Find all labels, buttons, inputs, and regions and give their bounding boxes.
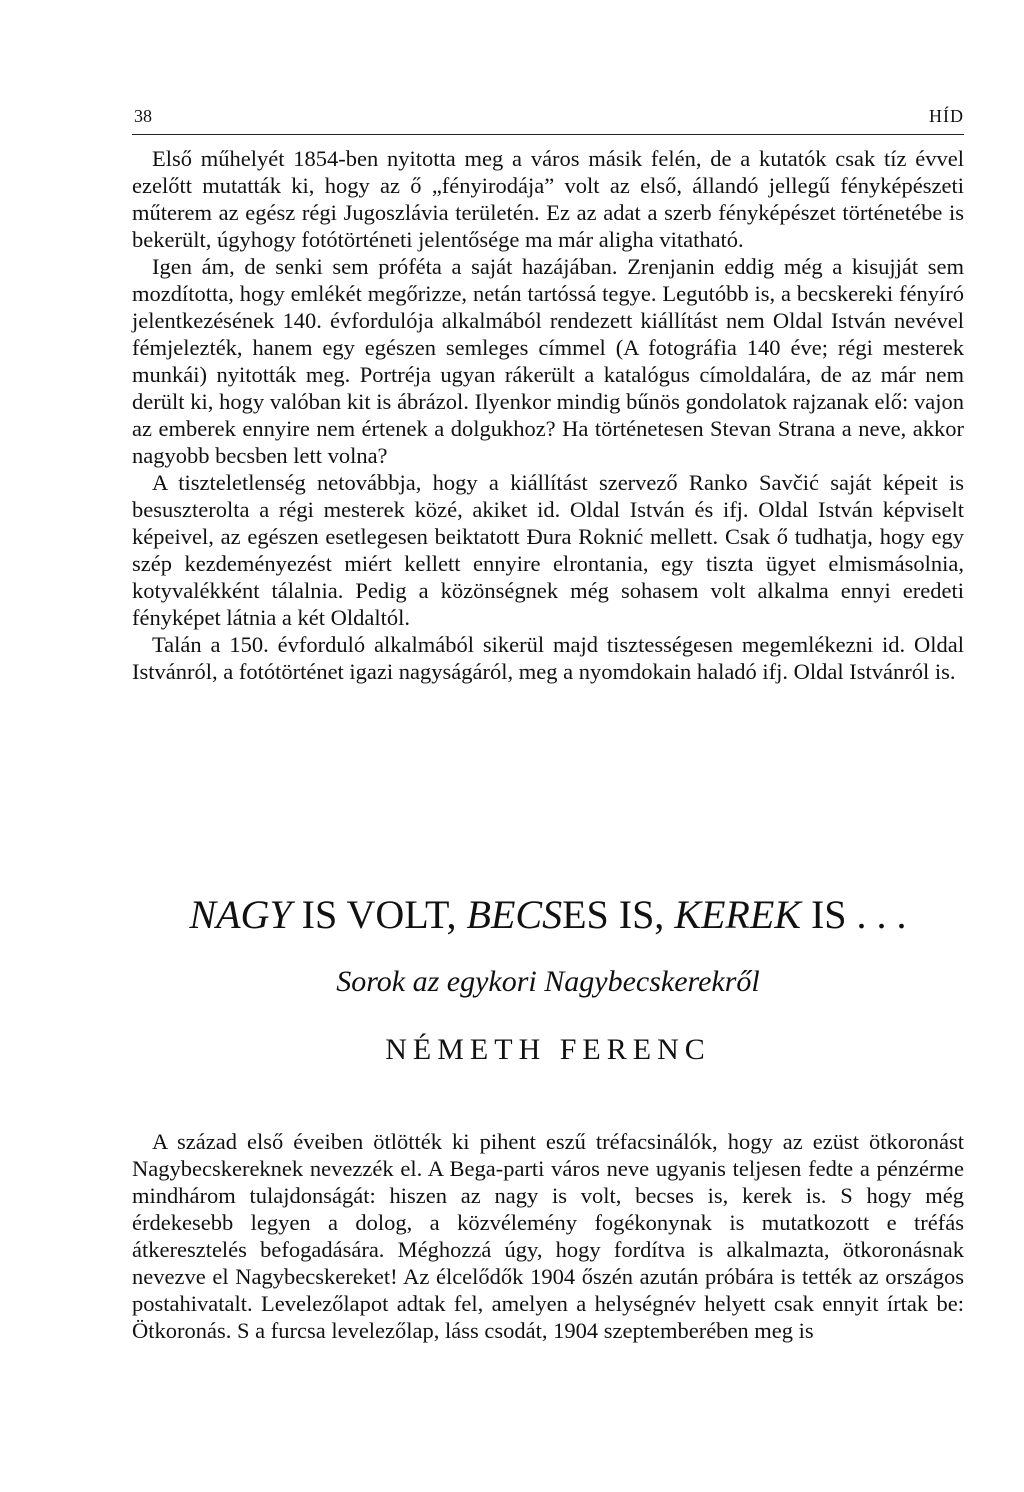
running-head: HÍD — [929, 106, 964, 126]
title-part: ES IS, — [562, 892, 675, 937]
paragraph: Első műhelyét 1854-ben nyitotta meg a város másik felén, de a kutatók csak tíz évvel ezelőtt mutatták ki, hogy az ő „fényirodája” volt az első, állandó jellegű fényképészeti műterem az egész régi Jugoszlávia területén. Ez az adat a szerb fényképészet történetébe is bekerült, úgyhogy fotótörténeti jelentősége ma már aligha vitatható. — [132, 146, 964, 252]
paragraph: Igen ám, de senki sem próféta a saját hazájában. Zrenjanin eddig még a kisujját sem mozdította, hogy emlékét megőrizze, netán tartóssá tegye. Legutóbb is, a becskereki fényíró jelentkezésének 140. évfordulója alkalmából rendezett kiállítást nem Oldal István nevével fémjelezték, hanem egy egészen semleges címmel (A fotográfia 140 éve; régi mesterek munkái) nyitották meg. Portréja ugyan rákerült a katalógus címoldalára, de az már nem derült ki, hogy valóban kit is ábrázol. Ilyenkor mindig bűnös gondolatok rajzanak elő: vajon az emberek ennyire nem értenek a dolgukhoz? Ha történetesen Stevan Strana a neve, akkor nagyobb becsben lett volna? — [132, 254, 964, 468]
paragraph: Talán a 150. évforduló alkalmából sikerül majd tisztességesen megemlékezni id. Oldal Istvánról, a fotótörténet igazi nagyságáról, meg a nyomdokain haladó ifj. Oldal Istvánról is. — [132, 632, 964, 684]
article-author: NÉMETH FERENC — [385, 1033, 711, 1066]
article-body — [132, 1128, 964, 1344]
title-part: IS VOLT, — [291, 892, 467, 937]
article-subtitle: Sorok az egykori Nagybecskerekről — [336, 965, 760, 998]
previous-article-text — [132, 145, 964, 685]
page-number: 38 — [134, 106, 152, 126]
article-title — [132, 890, 964, 940]
title-part: NAGY — [189, 892, 292, 937]
title-part: IS . . . — [800, 892, 907, 937]
title-part: KEREK — [674, 892, 801, 937]
paragraph: A század első éveiben ötlötték ki pihent eszű tréfacsinálók, hogy az ezüst ötkoronást Nagybecskereknek nevezzék el. A Bega-parti város neve ugyanis teljesen fedte a pénzérme mindhárom tulajdonságát: hiszen az nagy is volt, becses is, kerek is. S hogy még érdekesebb legyen a dolog, a közvélemény fogékonynak is mutatkozott e tréfás átkeresztelés befogadására. Méghozzá úgy, hogy fordítva is alkalmazta, ötkoronásnak nevezve el Nagybecskereket! Az élcelődők 1904 őszén azután próbára is tették az országos postahivatalt. Levelezőlapot adtak fel, amelyen a helységnév helyett csak ennyit írtak be: Ötkoronás. S a furcsa levelezőlap, láss csodát, 1904 szeptemberében meg is — [132, 1129, 964, 1343]
page-header — [132, 104, 964, 135]
paragraph: A tiszteletlenség netovábbja, hogy a kiállítást szervező Ranko Savčić saját képeit is besuszterolta a régi mesterek közé, akiket id. Oldal István és ifj. Oldal István képviselt képeivel, az egészen esetlegesen beiktatott Đura Roknić mellett. Csak ő tudhatja, hogy egy szép kezdeményezést miért kellett ennyire elrontania, egy tiszta ügyet elmismásolnia, kotyvalékként tálalnia. Pedig a közönségnek még sohasem volt alkalma ennyi eredeti fényképet látnia a két Oldaltól. — [132, 470, 964, 630]
title-part: BECS — [466, 892, 563, 937]
